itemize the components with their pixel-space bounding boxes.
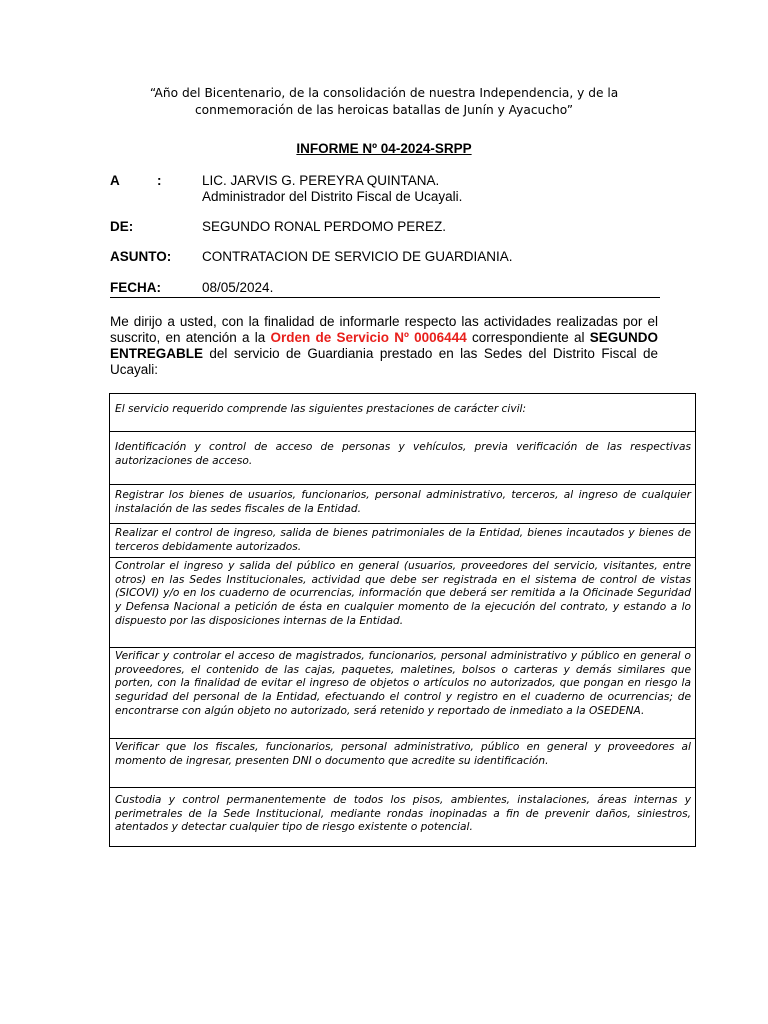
table-row: Verificar y controlar el acceso de magistrados, funcionarios, personal administrativo y público en general o proveedores, el contenido de las cajas, paquetes, maletines, bolsos o carteras y demás similares que porten, con la finalidad de evitar el ingreso de objetos o artículos no autorizados, que pongan en riesgo la seguridad del personal de la Entidad, efectuando el control y registro en el cuaderno de ocurrencias; de encontrarse con algún objeto no autorizado, será retenido y reportado de inmediato a la OSEDENA. <box>110 648 695 739</box>
table-row: Identificación y control de acceso de personas y vehículos, previa verificación de las respectivas autorizaciones de acceso. <box>110 432 695 485</box>
recipient-name: LIC. JARVIS G. PEREYRA QUINTANA. <box>202 173 440 188</box>
table-row: Registrar los bienes de usuarios, funcionarios, personal administrativo, terceros, al ingreso de cualquier instalación de las sedes fiscales de la Entidad. <box>110 485 695 524</box>
sender-name: SEGUNDO RONAL PERDOMO PEREZ. <box>202 219 447 234</box>
intro-text-3: del servicio de Guardiania prestado en las Sedes del Distrito Fiscal de Ucayali: <box>110 346 658 377</box>
to-colon: : <box>157 173 162 188</box>
table-row: Realizar el control de ingreso, salida de bienes patrimoniales de la Entidad, bienes incautados y bienes de terceros debidamente autorizados. <box>110 524 695 558</box>
date-value: 08/05/2024. <box>202 280 274 295</box>
intro-text-2: correspondiente al <box>466 330 590 345</box>
deliverable-label: SEGUNDO ENTREGABLE <box>110 330 659 361</box>
intro-paragraph <box>110 314 658 378</box>
header-divider <box>110 297 660 298</box>
to-label: A <box>110 173 120 188</box>
services-table <box>109 393 696 847</box>
subject-value: CONTRATACION DE SERVICIO DE GUARDIANIA. <box>202 249 513 264</box>
from-label: DE: <box>110 219 134 234</box>
table-row: Custodia y control permanentemente de todos los pisos, ambientes, instalaciones, áreas internas y perimetrales de la Sede Institucional, mediante rondas inopinadas a fin de prevenir daños, siniestros, atentados y detectar cualquier tipo de riesgo existente o potencial. <box>110 788 695 847</box>
date-label: FECHA: <box>110 280 161 295</box>
subject-label: ASUNTO: <box>110 249 172 264</box>
order-reference: Orden de Servicio Nº 0006444 <box>270 330 467 345</box>
table-row: El servicio requerido comprende las siguientes prestaciones de carácter civil: <box>110 394 695 432</box>
report-title: INFORME Nº 04-2024-SRPP <box>296 141 472 156</box>
recipient-position: Administrador del Distrito Fiscal de Ucayali. <box>202 189 463 204</box>
intro-text-1: Me dirijo a usted, con la finalidad de informarle respecto las actividades realizadas por el suscrito, en atención a la <box>110 314 658 345</box>
table-row: Controlar el ingreso y salida del público en general (usuarios, proveedores del servicio, visitantes, entre otros) en las Sedes Institucionales, actividad que debe ser registrada en el sistema de control de vistas (SICOVI) y/o en los cuaderno de ocurrencias, información que deberá ser remitida a la Oficinade Seguridad y Defensa Nacional a petición de ésta en cualquier momento de la ejecución del contrato, y estando a lo dispuesto por las disposiciones internas de la Entidad. <box>110 558 695 648</box>
table-row: Verificar que los fiscales, funcionarios, personal administrativo, público en general y proveedores al momento de ingresar, presenten DNI o documento que acredite su identificación. <box>110 739 695 788</box>
header-quote: “Año del Bicentenario, de la consolidación de nuestra Independencia, y de la conmemoración de las heroicas batallas de Junín y Ayacucho” <box>149 86 619 117</box>
